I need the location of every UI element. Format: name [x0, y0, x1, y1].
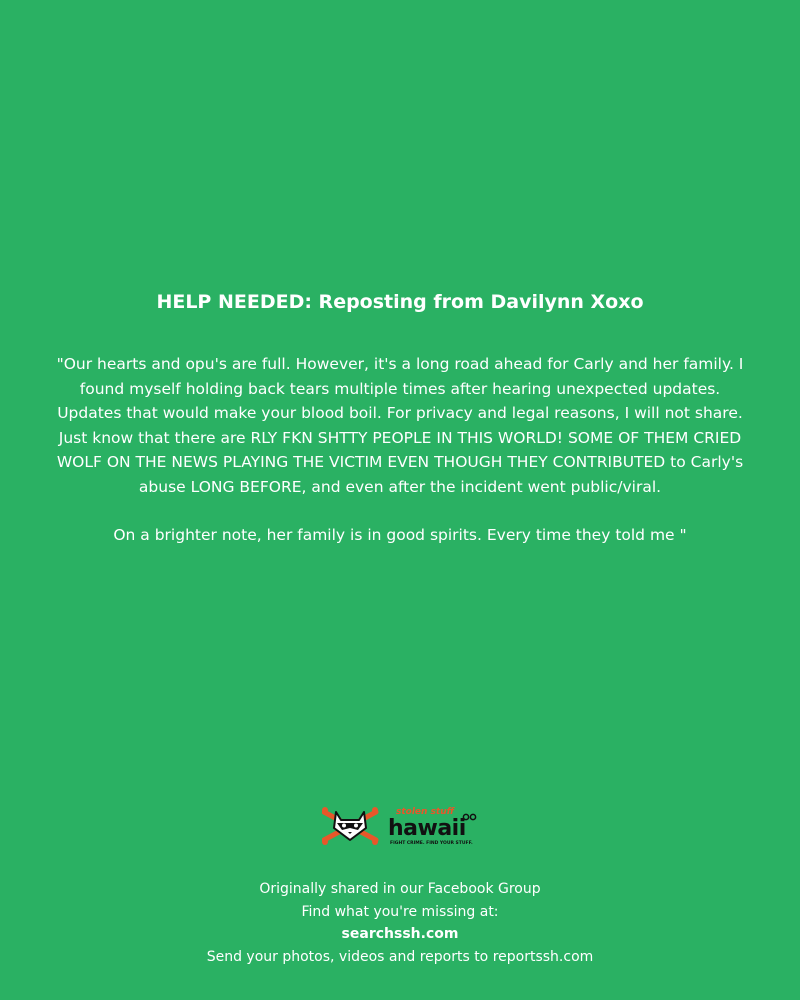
stolen-stuff-hawaii-logo — [322, 804, 482, 846]
post-paragraph-1: "Our hearts and opu's are full. However, it's a long road ahead for Carly and her family. I found myself holding back tears multiple times after hearing unexpected updates. Updates that would make your blood boil. For privacy and legal reasons, I will not share. Just know that there are RLY FKN SHTTY PEOPLE IN THIS WORLD! SOME OF THEM CRIED WOLF ON THE NEWS PLAYING THE VICTIM EVEN THOUGH THEY CONTRIBUTED to Carly's abuse LONG BEFORE, and even after the incident went public/viral. — [56, 355, 744, 496]
footer-report-text: Send your photos, videos and reports to reportssh.com — [206, 948, 594, 965]
logo-top-text: stolen stuff — [396, 807, 455, 817]
post-title: HELP NEEDED: Reposting from Davilynn Xoxo — [156, 291, 644, 313]
logo-tagline: FIGHT CRIME. FIND YOUR STUFF. — [390, 841, 473, 846]
footer-search-link[interactable]: searchssh.com — [341, 926, 459, 942]
post-paragraph-2: On a brighter note, her family is in good spirits. Every time they told me " — [113, 526, 687, 544]
footer — [0, 878, 800, 968]
footer-origin-text: Originally shared in our Facebook Group — [259, 881, 541, 897]
post-content — [50, 288, 750, 548]
cat-face-crossed-bones-icon — [322, 807, 378, 845]
logo-brand-text: hawaii — [388, 816, 466, 841]
footer-missing-text: Find what you're missing at: — [301, 903, 499, 920]
